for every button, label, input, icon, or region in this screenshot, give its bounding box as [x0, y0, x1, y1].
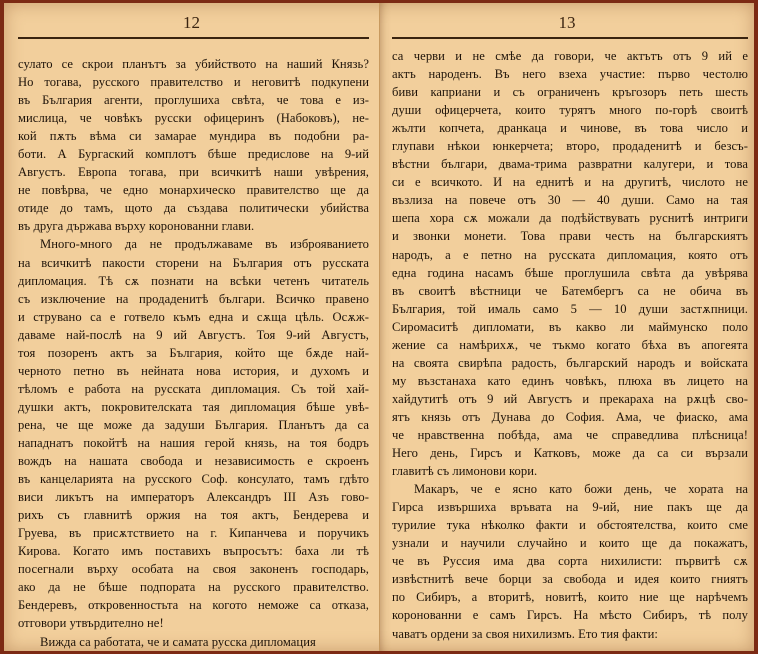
- text-line: шепа хора сѫ можали да подѣйствувать руснитѣ интриги: [392, 211, 748, 226]
- text-line: кой пѫть вѣма си замарае мундира въ подобни ра-: [18, 129, 369, 144]
- text-line: по Сибиръ, а вторитѣ, новитѣ, които ние ще нарѣчемъ: [392, 590, 748, 605]
- text-line: извѣстнитѣ вече борци за свобода и идея които гниятъ: [392, 572, 748, 587]
- text-line: и струвано са е готвело къмъ една и сѫща цѣль. Осѫж-: [18, 309, 369, 324]
- text-line: Кирова. Когато имъ поставихъ въпросътъ: баха ли тѣ: [18, 544, 369, 559]
- text-line: посегнали върху особата на своя законенъ господарь,: [18, 562, 369, 577]
- text-line: рена, че ще може да задуши България. Планътъ да са: [18, 417, 369, 432]
- text-line: Гирса извършиха връвата на 9-ий, ние пакъ ще да: [392, 500, 748, 515]
- left-header-rule: [18, 37, 369, 39]
- text-line: една година насамъ бѣше проглушила свѣта да увѣрява: [392, 265, 748, 280]
- text-line: тоя позоренъ актъ за България, който ще бѫде най-: [18, 345, 369, 360]
- text-line: въ България агенти, проглушиха свѣта, че това е из-: [18, 93, 369, 108]
- text-line: народъ, а е петно на русската дипломация, която отъ: [392, 247, 748, 262]
- text-line: Но тогава, русского правителство и неговитѣ подкупени: [18, 75, 369, 90]
- text-line: Него день, Гирсъ и Катковъ, може да са си вързали: [392, 446, 748, 461]
- text-line: главитѣ съ лимонови кори.: [392, 464, 538, 479]
- text-line: Много-много да не продължаваме въ изброяванието: [40, 237, 369, 252]
- text-line: въ своитѣ вѣстници че Батембергъ са не обича въ: [392, 283, 748, 298]
- book-spread: [4, 3, 754, 651]
- text-line: вѣстни българи, двама-трима развратни калугери, и това: [392, 157, 748, 172]
- text-line: възлиза на повече отъ 30 — 40 души. Само на тая: [392, 193, 748, 208]
- text-line: му възстанаха като единъ човѣкъ, плюха въ лицето на: [392, 373, 748, 388]
- text-line: жение са намѣрихѫ, че тъкмо когато бѣха въ апогеята: [392, 337, 748, 352]
- text-line: че въ Руссия има два сорта нихилисти: първитѣ сѫ: [392, 554, 748, 569]
- left-page-text: [18, 55, 369, 651]
- text-line: чаватъ ордени за своя нихилизмъ. Ето тия факти:: [392, 626, 658, 641]
- text-line: Августъ. Европа тогава, при всичкитѣ наши увѣрения,: [18, 165, 369, 180]
- left-page: [4, 3, 379, 651]
- text-line: хайдутитѣ отъ 9 ий Августъ и прекараха на рѫцѣ сво-: [392, 391, 748, 406]
- text-line: съ изключение на продаденитѣ българи. Всичко правено: [18, 291, 369, 306]
- text-line: мислица, че човѣкъ русски офицеринъ (Набоковъ), не-: [18, 111, 369, 126]
- text-line: Макаръ, че е ясно като божи день, че хората на: [414, 482, 748, 497]
- right-header-rule: [392, 37, 748, 39]
- text-line: сулато се скрои планътъ за убийството на наший Князь?: [18, 57, 369, 71]
- text-line: на всичкитѣ пакости сторени на България отъ русската: [18, 255, 369, 270]
- text-line: ако да не бѣше подпората на русского правителство.: [18, 580, 369, 595]
- text-line: коронованни е самъ Гирсъ. На мѣсто Сибиръ, тѣ полу: [392, 608, 748, 623]
- text-line: въ канцеларията на русского Соф. консулато, тамъ гдѣто: [18, 472, 369, 487]
- text-line: биви каприани и съ ограниченъ кръгозоръ петь шесть: [392, 85, 748, 100]
- right-page-number: 13: [558, 13, 576, 32]
- text-line: ятъ князь отъ Дунава до София. Ама, че фиаско, ама: [392, 409, 748, 424]
- text-line: даваме най-послѣ на 9 ий Августъ. Тоя 9-ий Августъ,: [18, 327, 369, 342]
- text-line: Вижда са работата, че и самата русска дипломация: [40, 634, 316, 649]
- text-line: че нравственна побѣда, ама че справедлива плѣсница!: [392, 427, 748, 442]
- text-line: на своята свирѣпа радость, българский народъ и войската: [392, 355, 748, 370]
- text-line: дипломация. Тѣ сѫ познати на всѣки четенъ читатель: [18, 273, 369, 288]
- text-line: рихъ съ главнитѣ оржия на тоя актъ, Бендерева и: [18, 508, 369, 523]
- text-line: боти. А Бургаский комплотъ бѣше предислове на 9-ий: [18, 147, 369, 162]
- text-line: жълти копчета, дранкаца и чинове, въ това число и: [392, 121, 748, 136]
- right-page-text: [392, 47, 748, 643]
- text-line: България, той ималь само 5 — 10 души застѫпници.: [392, 301, 748, 316]
- left-page-number: 12: [183, 13, 200, 32]
- text-line: души офицерчета, които турятъ много по-горѣ своитѣ: [392, 103, 748, 118]
- text-line: виси ликътъ на императоръ Александръ III Азъ гово-: [18, 490, 369, 505]
- text-line: отиде до тамъ, щото да създава политически убийства: [18, 201, 369, 216]
- text-line: не повѣрва, че едно монархическо правителство ще да: [18, 183, 369, 198]
- text-line: и звонки монети. Това прави честь на българскиятъ: [392, 229, 748, 244]
- text-line: глупави нѣкои юнкерчета; второ, продаденитѣ и безсъ-: [392, 139, 748, 154]
- text-line: душки актъ, покровителската тая дипломация бѣше увѣ-: [18, 399, 369, 414]
- text-line: Сиромаситѣ дипломати, въ какво ли маймунско поло: [392, 319, 748, 334]
- text-line: отговори утвърдително не!: [18, 616, 164, 631]
- text-line: черното петно въ нейната нова история, и духомъ и: [18, 363, 369, 378]
- text-line: Груева, въ присѫтствието на г. Кипанчева и поручикъ: [18, 526, 369, 541]
- text-line: вождъ на нашата свобода и независимость е скроенъ: [18, 454, 369, 469]
- text-line: въ друга държава върху коронованни глави.: [18, 219, 255, 234]
- text-line: узнали и научили случайно и които ще да покажатъ,: [392, 536, 748, 551]
- text-line: са черви и не смѣе да говори, че актътъ отъ 9 ий е: [392, 49, 748, 63]
- text-line: турилие тука нѣколко факти и обстоятелства, които сме: [392, 518, 748, 533]
- text-line: нападнатъ покойтѣ на нашия герой князь, на тоя бодръ: [18, 435, 369, 450]
- text-line: си е всичкото. И на еднитѣ и на другитѣ, числото не: [392, 175, 748, 190]
- right-page: [379, 3, 754, 651]
- text-line: актъ народенъ. Въ него взеха участие: първо честолю: [392, 67, 748, 82]
- text-line: Бендеревъ, откровенностьта на когото неможе са отказа,: [18, 598, 369, 613]
- text-line: тѣломъ е работа на русската дипломация. Съ той хай-: [18, 381, 369, 396]
